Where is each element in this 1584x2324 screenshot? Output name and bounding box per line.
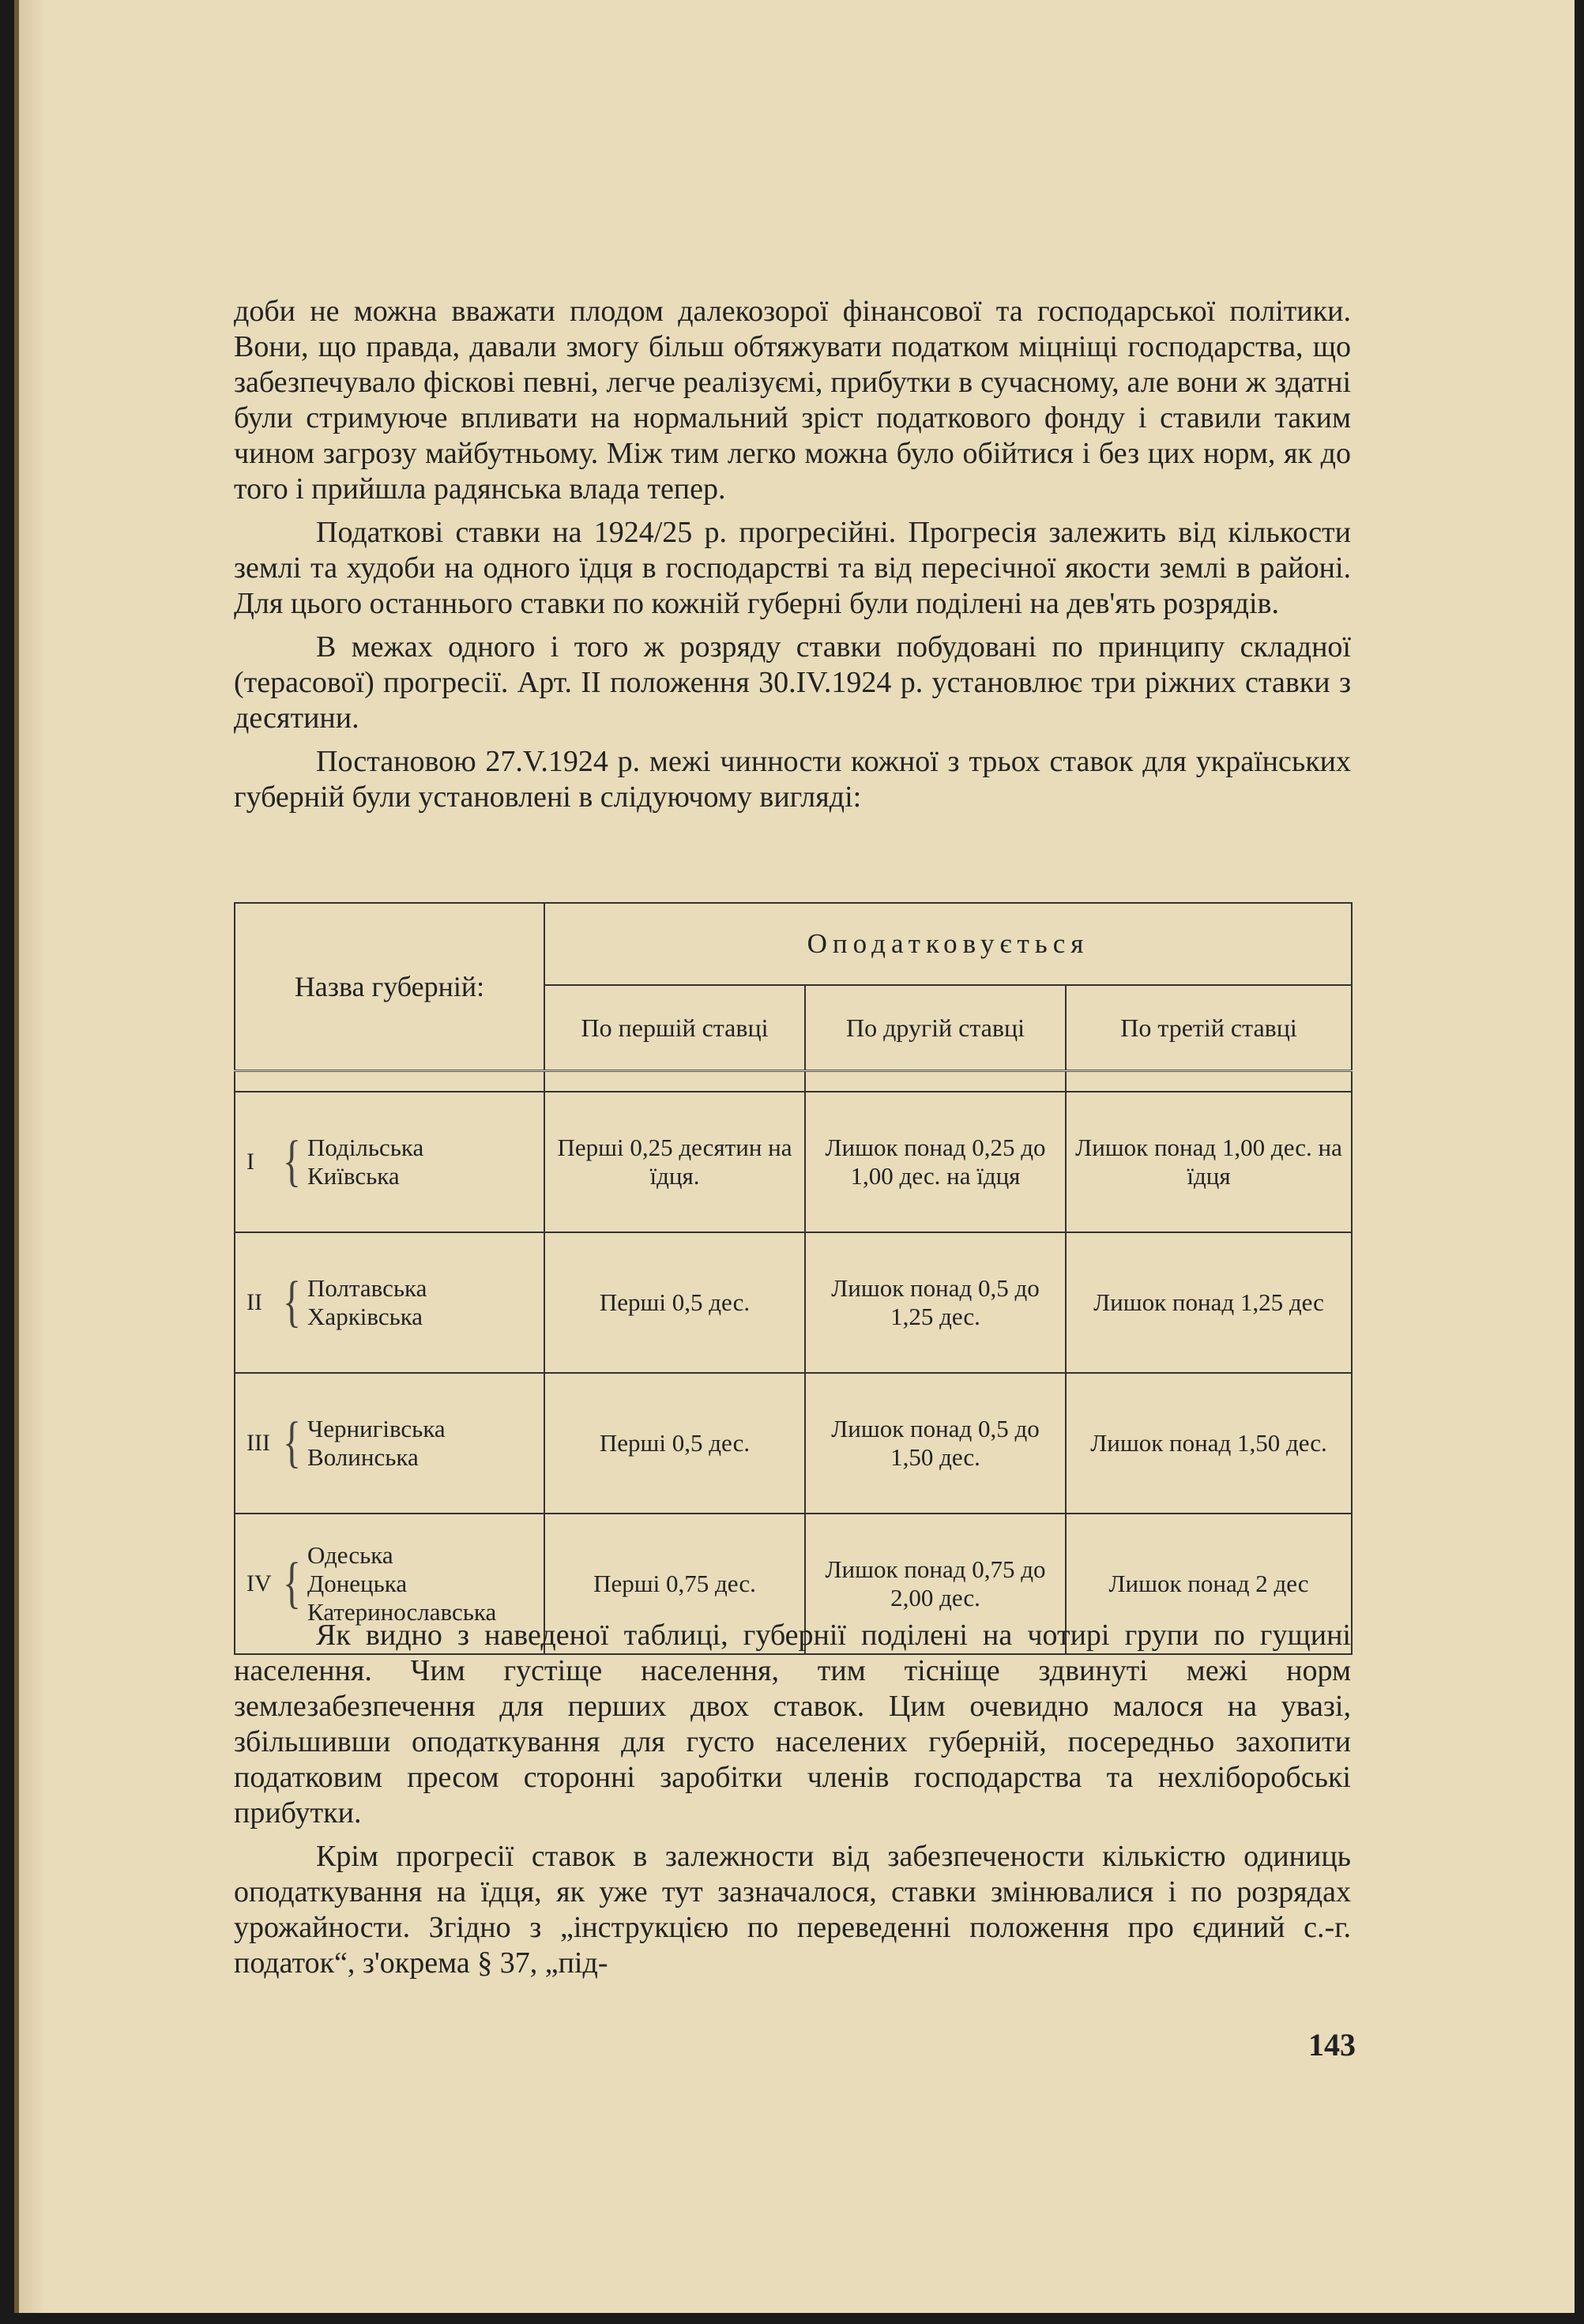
paragraph-5: Як видно з наведеної таблиці, губернії поділені на чотирі групи по гущині населення. Чим густіще населення, тим тісніще здвинуті межі норм землезабезпечення для перших двох ставок. Цим очевидно малося на увазі, збільшивши оподаткування для густо населених губерній, посередньо захопити податковим пресом сторонні заробітки членів господарства та нехліборобські прибутки. — [234, 1619, 1351, 1829]
province-name: Київська — [307, 1162, 400, 1190]
column-header-second-rate: По другій ставці — [805, 985, 1066, 1071]
second-rate-cell: Лишок понад 0,25 до 1,00 дес. на їдця — [805, 1092, 1066, 1232]
province-name: Катеринославська — [307, 1598, 497, 1626]
brace-icon: { — [283, 1130, 302, 1193]
paragraph-6: Крім прогресії ставок в залежности від забезпечености кількістю одиниць оподаткування на їдця, як уже тут зазначалося, ставки змінювалися і по розрядах урожайности. Згідно з „інструкцією по переведенні положення про єдиний с.-г. податок“, з'окрема § 37, „під- — [234, 1840, 1351, 1980]
header-separator — [235, 1071, 1352, 1092]
group-header-taxed: Оподатковується — [544, 903, 1352, 985]
first-rate-cell: Перші 0,75 дес. — [544, 1514, 805, 1654]
province-name: Чернигівська — [307, 1415, 446, 1442]
province-group-cell — [235, 1232, 544, 1373]
group-number: II — [246, 1289, 262, 1315]
first-rate-cell: Перші 0,5 дес. — [544, 1232, 805, 1373]
brace-icon: { — [283, 1551, 302, 1615]
tax-rate-table — [234, 902, 1353, 1655]
paragraph-1: доби не можна вважати плодом далекозорої фінансової та господарської політики. Вони, що правда, давали змогу більш обтяжувати податком міцніщі господарства, що забезпечувало фіскові певні, легче реалізуємі, прибутки в сучасному, але вони ж здатні були стримуюче впливати на нормальний зріст податкового фонду і ставили таким чином загрозу майбутньому. Між тим легко можна було обійтися і без цих норм, як до того і прийшла радянська влада тепер. — [234, 295, 1351, 506]
province-name: Подільська — [307, 1134, 424, 1161]
first-rate-cell: Перші 0,25 десятин на їдця. — [544, 1092, 805, 1232]
third-rate-cell: Лишок понад 1,00 дес. на їдця — [1066, 1092, 1352, 1232]
text-after-table — [234, 1618, 1351, 1989]
third-rate-cell: Лишок понад 2 дес — [1066, 1514, 1352, 1654]
group-number: IV — [246, 1570, 272, 1596]
table-row — [235, 1373, 1352, 1514]
second-rate-cell: Лишок понад 0,75 до 2,00 дес. — [805, 1514, 1066, 1654]
column-header-province: Назва губерній: — [235, 903, 544, 1071]
paragraph-4: Постановою 27.V.1924 р. межі чинности кожної з трьох ставок для українських губерній були установлені в слідуючому вигляді: — [234, 745, 1351, 814]
column-header-first-rate: По першій ставці — [544, 985, 805, 1071]
page-number: 143 — [1308, 2027, 1356, 2063]
brace-icon: { — [283, 1270, 302, 1333]
province-name: Полтавська — [307, 1274, 427, 1302]
table-row — [235, 1092, 1352, 1232]
column-header-third-rate: По третій ставці — [1066, 985, 1352, 1071]
third-rate-cell: Лишок понад 1,25 дес — [1066, 1232, 1352, 1373]
paragraph-3: В межах одного і того ж розряду ставки побудовані по принципу складної (терасової) прогресії. Арт. II положення 30.IV.1924 р. установлює три ріжних ставки з десятини. — [234, 630, 1351, 735]
province-name: Харківська — [307, 1303, 423, 1330]
province-name: Волинська — [307, 1443, 419, 1471]
second-rate-cell: Лишок понад 0,5 до 1,25 дес. — [805, 1232, 1066, 1373]
group-number: III — [246, 1430, 270, 1456]
province-name: Донецька — [307, 1570, 408, 1597]
group-number: I — [246, 1149, 254, 1175]
paragraph-2: Податкові ставки на 1924/25 р. прогресійні. Прогресія залежить від кількости землі та худоби на одного їдця в господарстві та від пересічної якости землі в районі. Для цього останнього ставки по кожній губерні були поділені на дев'ять розрядів. — [234, 516, 1351, 620]
second-rate-cell: Лишок понад 0,5 до 1,50 дес. — [805, 1373, 1066, 1514]
province-name: Одеська — [307, 1541, 393, 1569]
book-spine — [14, 0, 19, 2313]
book-page — [14, 0, 1575, 2313]
table-row — [235, 1232, 1352, 1373]
brace-icon: { — [283, 1411, 302, 1474]
province-group-cell — [235, 1092, 544, 1232]
text-before-table — [234, 294, 1351, 823]
province-group-cell — [235, 1373, 544, 1514]
first-rate-cell: Перші 0,5 дес. — [544, 1373, 805, 1514]
third-rate-cell: Лишок понад 1,50 дес. — [1066, 1373, 1352, 1514]
